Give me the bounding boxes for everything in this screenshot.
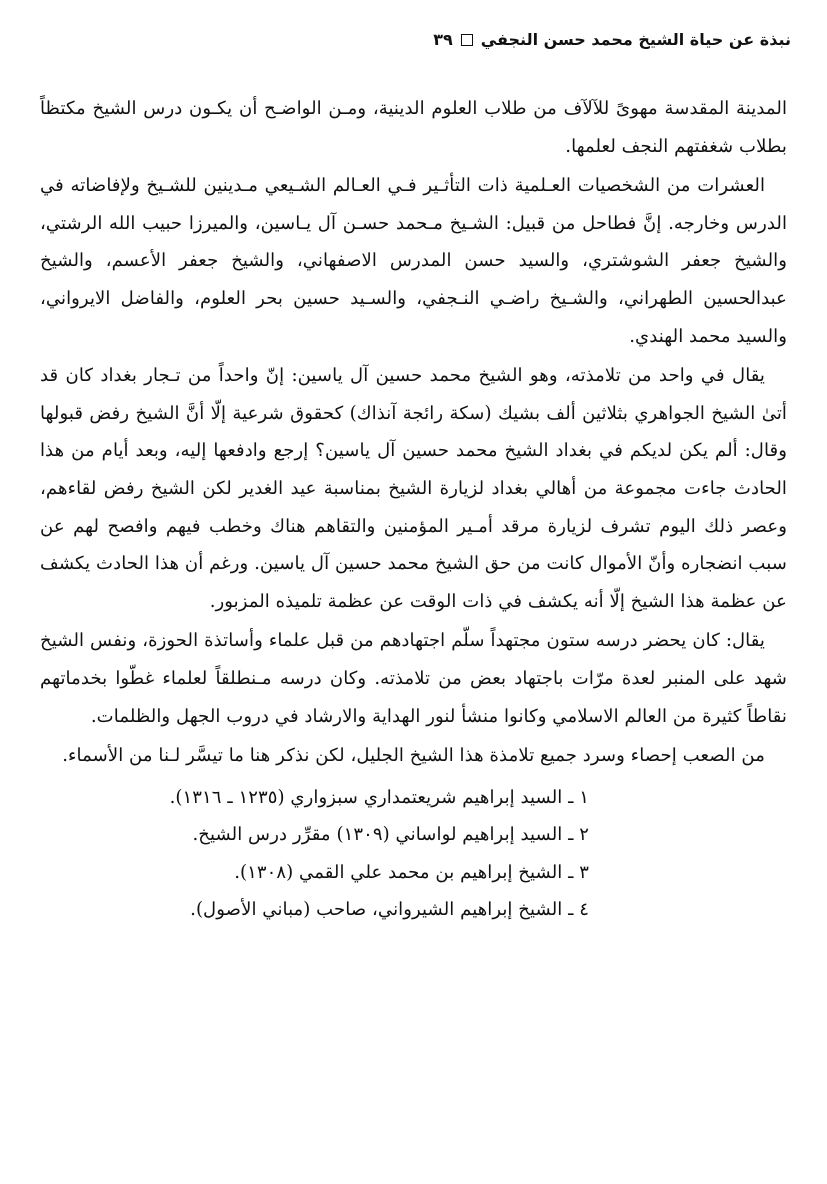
paragraph-5: من الصعب إحصاء وسرد جميع تلامذة هذا الشيخ الجليل، لكن نذكر هنا ما تيسَّر لـنا من الأسماء. bbox=[62, 745, 765, 767]
list-item: ٣ ـ الشيخ إبراهيم بن محمد علي القمي (١٣٠٨). bbox=[234, 861, 589, 883]
running-header bbox=[40, 30, 791, 49]
running-title: نبذة عن حياة الشيخ محمد حسن النجفي bbox=[480, 30, 791, 49]
list-item: ١ ـ السيد إبراهيم شريعتمداري سبزواري (١٢٣٥ ـ ١٣١٦). bbox=[169, 786, 589, 808]
separator-square-icon bbox=[461, 34, 473, 46]
paragraph-3: يقال في واحد من تلامذته، وهو الشيخ محمد حسين آل ياسين: إنّ واحداً من تـجار بغداد كان قد أتىٰ الشيخ الجواهري بثلاثين ألف بشيك (سكة رائجة آنذاك) كحقوق شرعية إلّا أنَّ الشيخ رفض قبولها وقال: ألم يكن لديكم في بغداد الشيخ محمد حسين آل ياسين؟ إرجع وادفعها إليه، وبعد أيام من هذا الحادث جاءت مجموعة من أهالي بغداد لزيارة الشيخ بمناسبة عيد الغدير لكن الشيخ رفض لقاءهم، وعصر ذلك اليوم تشرف لزيارة مرقد أمـير المؤمنين والتقاهم هناك وخطب فيهم وافصح لهم عن سبب انضجاره وأنّ الأموال كانت من حق الشيخ محمد حسين آل ياسين. ورغم أن هذا الحادث يكشف عن عظمة هذا الشيخ إلّا أنه يكشف في ذات الوقت عن عظمة تلميذه المزبور. bbox=[40, 365, 787, 612]
body-text bbox=[40, 88, 787, 929]
paragraph-1: المدينة المقدسة مهوىً للآلآف من طلاب العلوم الدينية، ومـن الواضـح أن يكـون درس الشيخ مكتظاً بطلاب شغفتهم النجف لعلمها. bbox=[40, 98, 787, 157]
list-item: ٢ ـ السيد إبراهيم لواساني (١٣٠٩) مقرِّر درس الشيخ. bbox=[192, 824, 589, 846]
page-number: ٣٩ bbox=[433, 30, 453, 49]
paragraph-4: يقال: كان يحضر درسه ستون مجتهداً سلّم اجتهادهم من قبل علماء وأساتذة الحوزة، ونفس الشيخ شهد على المنبر لعدة مرّات باجتهاد بعض من تلامذته. وكان درسه مـنطلقاً لعلماء غطّوا بخدماتهم نقاطاً كثيرة من العالم الاسلامي وكانوا منشأ لنور الهداية والارشاد في دروب الجهل والظلمات. bbox=[40, 630, 787, 727]
list-item: ٤ ـ الشيخ إبراهيم الشيرواني، صاحب (مباني الأصول). bbox=[190, 899, 589, 921]
students-list bbox=[40, 779, 787, 929]
paragraph-2: العشرات من الشخصيات العـلمية ذات التأثـير فـي العـالم الشـيعي مـدينين للشـيخ ولإفاضاته في الدرس وخارجه. إنَّ فطاحل من قبيل: الشـيخ مـحمد حسـن آل يـاسين، والميرزا حبيب الله الرشتي، والشيخ جعفر الشوشتري، والسيد حسن المدرس الاصفهاني، والشيخ جعفر الأعسم، والشيخ عبدالحسين الطهراني، والشـيخ راضـي النـجفي، والسـيد حسين بحر العلوم، والفاضل الايرواني، والسيد محمد الهندي. bbox=[40, 175, 787, 347]
